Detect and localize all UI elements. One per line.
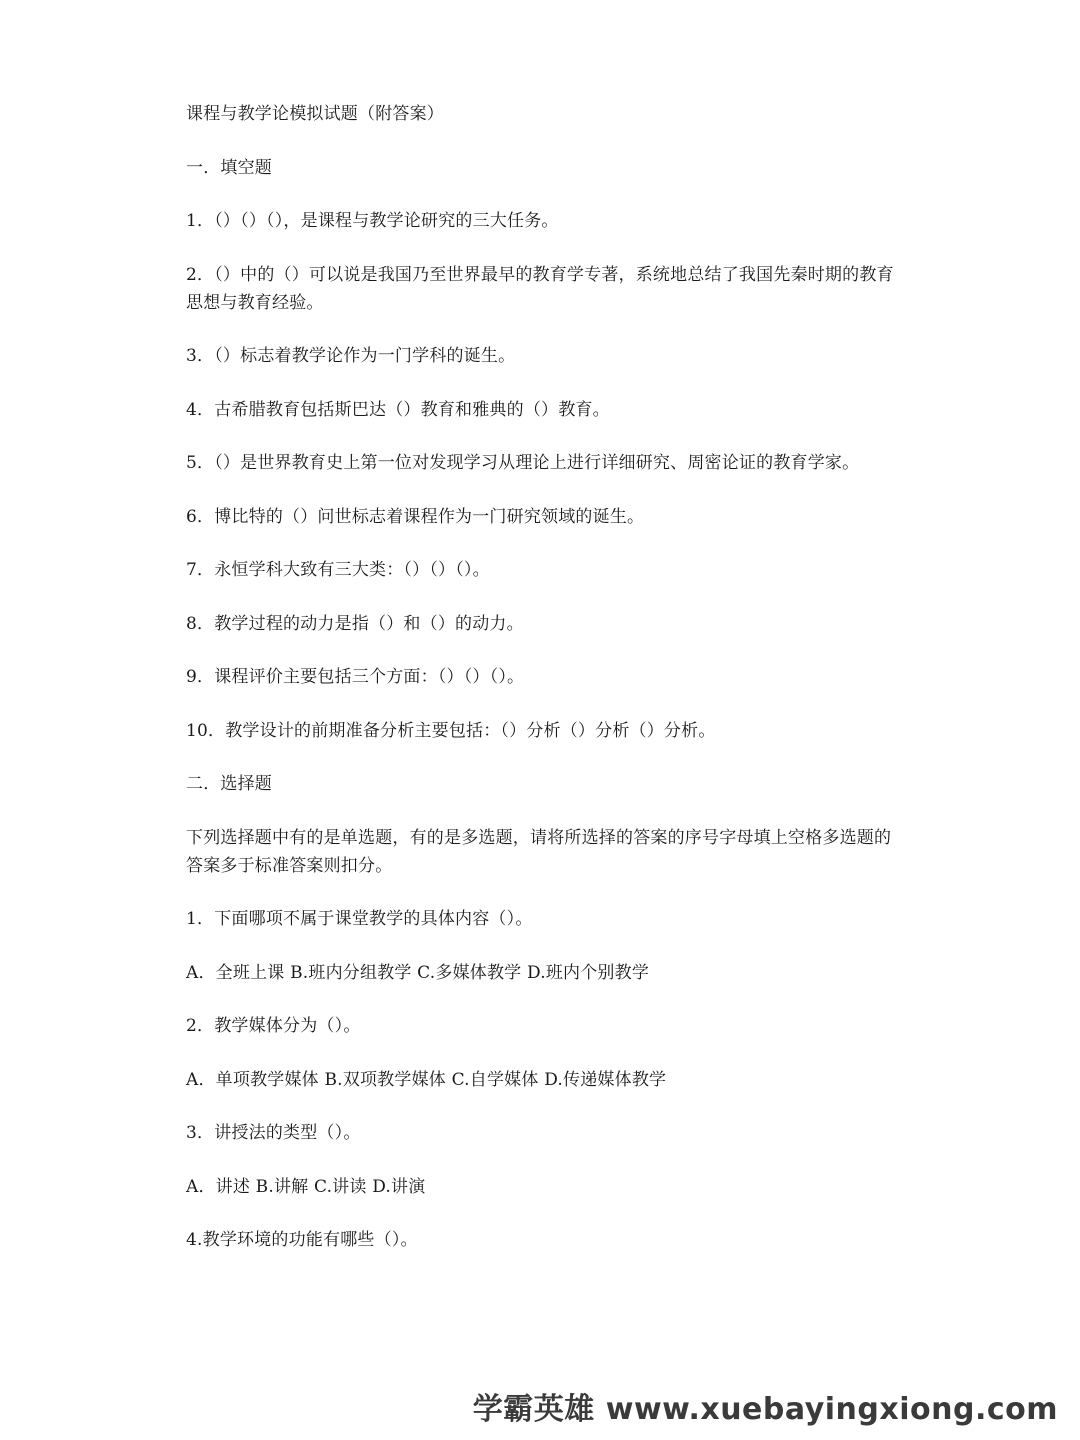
section1-heading: 一．填空题 [186,157,272,178]
fill-blank-item-4: 4．古希腊教育包括斯巴达（）教育和雅典的（）教育。 [186,399,610,420]
document-title: 课程与教学论模拟试题（附答案） [186,104,444,124]
choice-question-4: 4.教学环境的功能有哪些（）。 [186,1230,418,1250]
choice-options-2: A．单项教学媒体 B.双项教学媒体 C.自学媒体 D.传递媒体教学 [186,1069,667,1090]
fill-blank-item-3: 3．（）标志着教学论作为一门学科的诞生。 [186,346,516,366]
choice-question-2: 2．教学媒体分为（）。 [186,1016,361,1036]
fill-blank-item-10: 10．教学设计的前期准备分析主要包括：（）分析（）分析（）分析。 [186,720,716,741]
choice-question-1: 1．下面哪项不属于课堂教学的具体内容（）。 [186,909,533,929]
choice-options-1: A．全班上课 B.班内分组教学 C.多媒体教学 D.班内个别教学 [186,962,650,983]
fill-blank-item-6: 6．博比特的（）问世标志着课程作为一门研究领域的诞生。 [186,506,645,527]
site-watermark: 学霸英雄 www.xuebayingxiong.com [472,1392,1058,1427]
fill-blank-item-7: 7．永恒学科大致有三大类：（）（）（）。 [186,560,490,580]
choice-options-3: A．讲述 B.讲解 C.讲读 D.讲演 [186,1176,426,1197]
fill-blank-item-2: 2．（）中的（）可以说是我国乃至世界最早的教育学专著，系统地总结了我国先秦时期的教育思想与教育经验。 [186,264,894,313]
fill-blank-item-8: 8．教学过程的动力是指（）和（）的动力。 [186,613,524,634]
fill-blank-item-5: 5．（）是世界教育史上第一位对发现学习从理论上进行详细研究、周密论证的教育学家。 [186,453,860,473]
section2-intro: 下列选择题中有的是单选题，有的是多选题，请将所选择的答案的序号字母填上空格多选题的答案多于标准答案则扣分。 [186,827,892,876]
fill-blank-item-1: 1．（）（）（），是课程与教学论研究的三大任务。 [186,211,559,231]
fill-blank-item-9: 9．课程评价主要包括三个方面：（）（）（）。 [186,667,525,687]
document-page [186,100,906,1280]
section2-heading: 二．选择题 [186,774,272,794]
choice-question-3: 3．讲授法的类型（）。 [186,1123,361,1143]
